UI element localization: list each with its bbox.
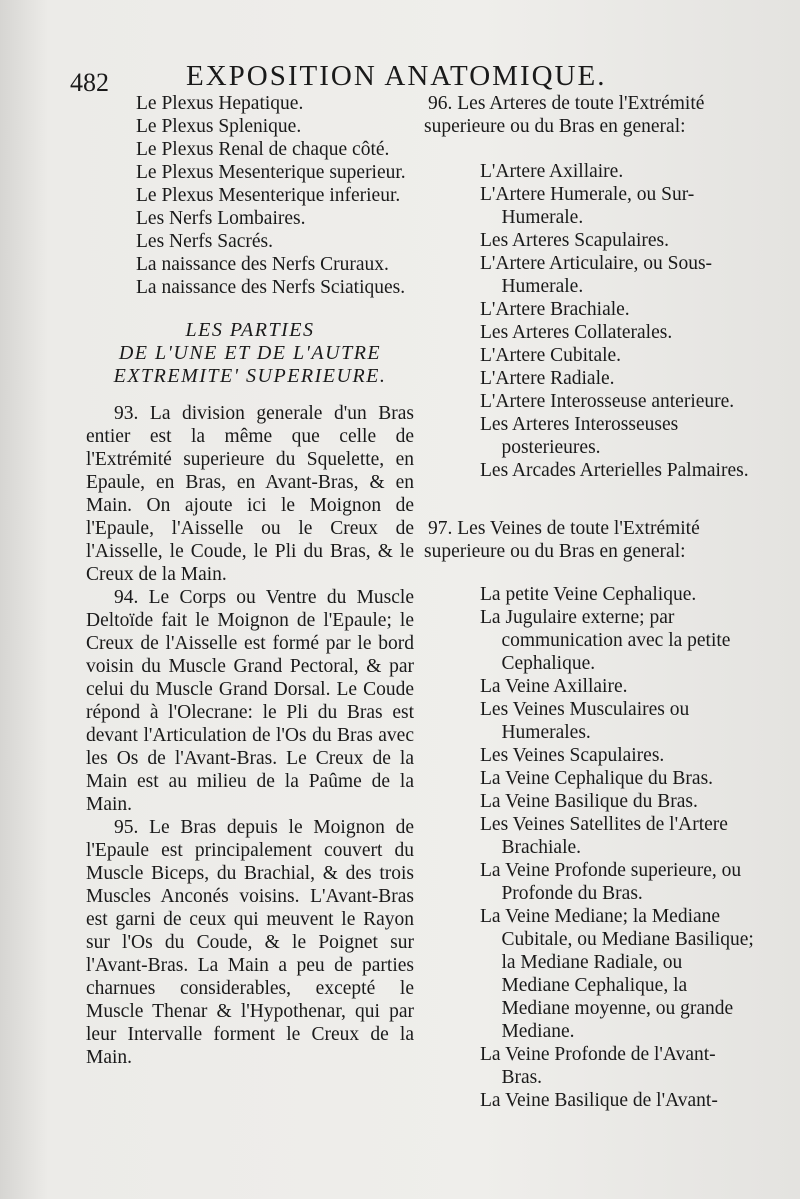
running-title: EXPOSITION ANATOMIQUE. xyxy=(186,60,607,92)
heading-line: DE L'UNE ET DE L'AUTRE xyxy=(118,342,382,364)
page-number: 482 xyxy=(70,68,109,97)
list-item: Les Arteres Collaterales. xyxy=(480,322,673,343)
list-item: L'Artere Brachiale. xyxy=(480,299,630,320)
list-item: L'Artere Axillaire. xyxy=(480,161,624,182)
list-item: Le Plexus Renal de chaque côté. xyxy=(136,139,390,160)
right-column xyxy=(424,92,754,1112)
list-item: La naissance des Nerfs Cruraux. xyxy=(136,254,389,275)
list-item: La Veine Axillaire. xyxy=(480,676,628,697)
list-item: Les Arteres Interosseuses posterieures. xyxy=(480,414,679,458)
paragraph-96-intro: 96. Les Arteres de toute l'Extrémité superieure ou du Bras en general: xyxy=(424,93,705,137)
list-item: L'Artere Cubitale. xyxy=(480,345,622,366)
list-item: La Veine Profonde de l'Avant-Bras. xyxy=(480,1044,716,1088)
list-item: La Jugulaire externe; par communication avec la petite Cephalique. xyxy=(480,607,731,674)
list-item: La Veine Cephalique du Bras. xyxy=(480,768,714,789)
veins-list xyxy=(424,583,754,1112)
list-item: Le Plexus Mesenterique inferieur. xyxy=(136,185,401,206)
list-item: Les Nerfs Sacrés. xyxy=(136,231,273,252)
list-item: La Veine Profonde superieure, ou Profonde du Bras. xyxy=(480,860,742,904)
paragraph-97-intro: 97. Les Veines de toute l'Extrémité superieure ou du Bras en general: xyxy=(424,518,700,562)
list-item: Les Arcades Arterielles Palmaires. xyxy=(480,460,749,481)
nerve-plexus-list xyxy=(86,92,414,299)
list-item: Les Veines Scapulaires. xyxy=(480,745,665,766)
list-item: La petite Veine Cephalique. xyxy=(480,584,697,605)
list-item: Les Nerfs Lombaires. xyxy=(136,208,306,229)
heading-line: LES PARTIES xyxy=(185,319,315,341)
list-item: La Veine Basilique de l'Avant- xyxy=(480,1090,718,1111)
list-item: L'Artere Articulaire, ou Sous-Humerale. xyxy=(480,253,713,297)
list-item: L'Artere Humerale, ou Sur-Humerale. xyxy=(480,184,695,228)
paragraph-94: 94. Le Corps ou Ventre du Muscle Deltoïde fait le Moignon de l'Epaule; le Creux de l'Aisselle est formé par le bord voisin du Muscle Grand Pectoral, & par celui du Muscle Grand Dorsal. Le Coude répond à l'Olecrane: le Pli du Bras est devant l'Articulation de l'Os du Bras avec les Os de l'Avant-Bras. Le Creux de la Main est au milieu de la Paûme de la Main. xyxy=(86,587,414,815)
list-item: La naissance des Nerfs Sciatiques. xyxy=(136,277,406,298)
list-item: Le Plexus Splenique. xyxy=(136,116,302,137)
heading-line: EXTREMITE' SUPERIEURE. xyxy=(113,365,387,387)
list-item: L'Artere Radiale. xyxy=(480,368,615,389)
list-item: Les Veines Satellites de l'Artere Brachiale. xyxy=(480,814,728,858)
list-item: La Veine Basilique du Bras. xyxy=(480,791,698,812)
paragraph-93: 93. La division generale d'un Bras entier est la même que celle de l'Extrémité superieure du Squelette, en Epaule, en Bras, en Avant-Bras, & en Main. On ajoute ici le Moignon de l'Epaule, l'Aisselle ou le Creux de l'Aisselle, le Coude, le Pli du Bras, & le Creux de la Main. xyxy=(86,403,414,585)
list-item: L'Artere Interosseuse anterieure. xyxy=(480,391,735,412)
list-item: Le Plexus Mesenterique superieur. xyxy=(136,162,406,183)
list-item: Les Veines Musculaires ou Humerales. xyxy=(480,699,690,743)
section-heading xyxy=(86,319,414,388)
left-column xyxy=(86,92,414,1069)
arteries-list xyxy=(424,160,754,482)
list-item: Les Arteres Scapulaires. xyxy=(480,230,669,251)
list-item: La Veine Mediane; la Mediane Cubitale, ou Mediane Basilique; la Mediane Radiale, ou Mediane Cephalique, la Mediane moyenne, ou grande Mediane. xyxy=(480,906,754,1042)
list-item: Le Plexus Hepatique. xyxy=(136,93,304,114)
paragraph-95: 95. Le Bras depuis le Moignon de l'Epaule est principalement couvert du Muscle Biceps, du Brachial, & des trois Muscles Anconés voisins. L'Avant-Bras est garni de ceux qui meuvent le Rayon sur l'Os du Coude, & le Poignet sur l'Avant-Bras. La Main a peu de parties charnues considerables, excepté le Muscle Thenar & l'Hypothenar, qui par leur Intervalle forment le Creux de la Main. xyxy=(86,817,414,1068)
